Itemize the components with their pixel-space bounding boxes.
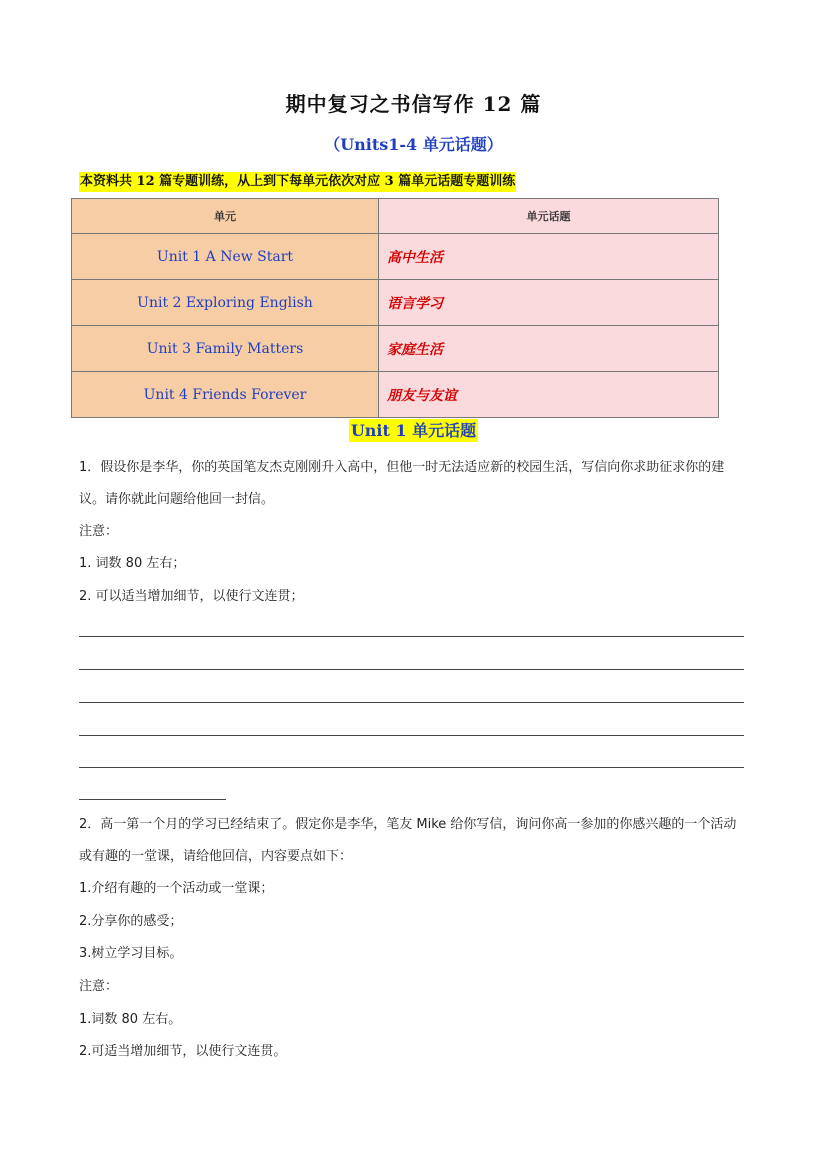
unit-topic: 语言学习 (379, 280, 719, 326)
question-1-note-1: 1. 词数 80 左右； (79, 556, 186, 571)
question-2-note-label: 注意： (79, 979, 119, 994)
question-2-prompt: 2．高一第一个月的学习已经结束了。假定你是李华，笔友 Mike 给你写信，询问你高一参加的你感兴趣的一个活动或有趣的一堂课，请给他回信，内容要点如下： (79, 817, 737, 864)
question-2-note-1: 1.词数 80 左右。 (79, 1012, 182, 1027)
question-2-point-3: 3.树立学习目标。 (79, 946, 183, 961)
answer-line (79, 735, 744, 736)
page-title: 期中复习之书信写作 12 篇 (285, 92, 542, 116)
answer-line (79, 702, 744, 703)
question-1-note-label: 注意： (79, 524, 119, 539)
unit-name: Unit 4 Friends Forever (72, 372, 379, 418)
question-2-note-2: 2.可适当增加细节，以使行文连贯。 (79, 1044, 287, 1059)
question-1-note-2: 2. 可以适当增加细节，以使行文连贯； (79, 589, 304, 604)
unit-name: Unit 1 A New Start (72, 234, 379, 280)
unit-name: Unit 3 Family Matters (72, 326, 379, 372)
answer-line (79, 669, 744, 670)
unit-topic: 高中生活 (379, 234, 719, 280)
question-2-point-1: 1.介绍有趣的一个活动或一堂课； (79, 881, 274, 896)
table-row (72, 326, 719, 372)
page-subtitle: （Units1-4 单元话题） (324, 135, 503, 154)
unit-topic: 家庭生活 (379, 326, 719, 372)
table-header-topic: 单元话题 (379, 199, 719, 234)
section-heading-text: Unit 1 单元话题 (350, 421, 477, 440)
answer-line (79, 636, 744, 637)
unit-topic-table (71, 198, 719, 418)
highlight-notice: 本资料共 12 篇专题训练，从上到下每单元依次对应 3 篇单元话题专题训练 (79, 172, 516, 192)
table-row (72, 280, 719, 326)
table-header-row (72, 199, 719, 234)
question-2-point-2: 2.分享你的感受； (79, 914, 183, 929)
unit-name: Unit 2 Exploring English (72, 280, 379, 326)
table-header-unit: 单元 (72, 199, 379, 234)
section-heading (0, 418, 827, 441)
table-row (72, 372, 719, 418)
unit-topic: 朋友与友谊 (379, 372, 719, 418)
answer-line-short (79, 799, 226, 800)
question-1-prompt: 1．假设你是李华，你的英国笔友杰克刚刚升入高中，但他一时无法适应新的校园生活，写信向你求助征求你的建议。请你就此问题给他回一封信。 (79, 460, 725, 507)
table-row (72, 234, 719, 280)
answer-line (79, 767, 744, 768)
